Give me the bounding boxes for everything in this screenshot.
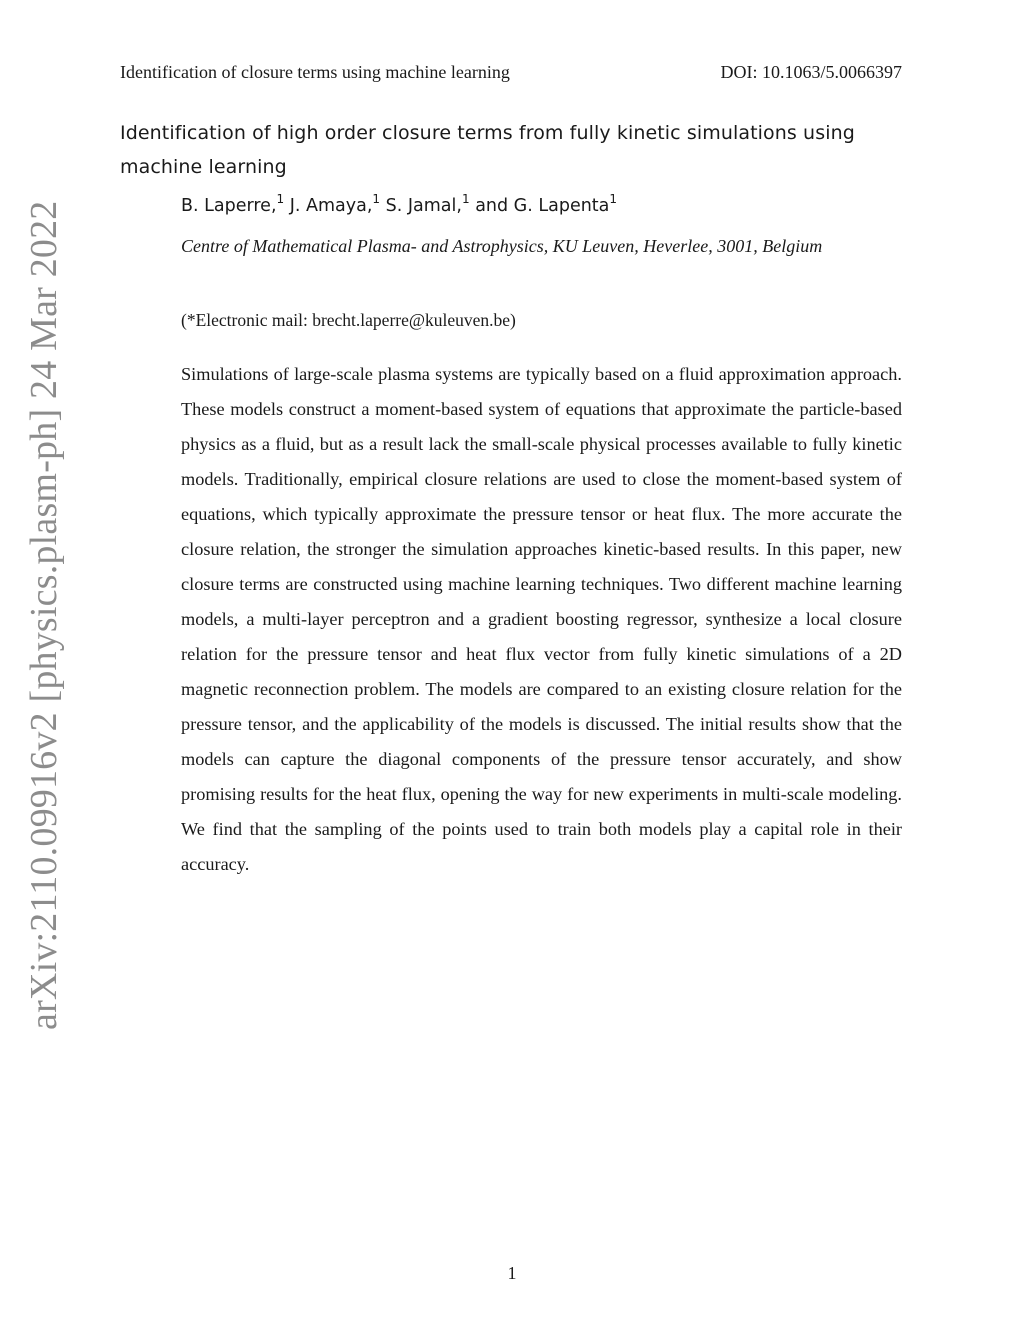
doi-label[interactable]: DOI: 10.1063/5.0066397	[720, 62, 902, 82]
contact-email[interactable]: (*Electronic mail: brecht.laperre@kuleuven.be)	[181, 310, 516, 330]
affiliation: Centre of Mathematical Plasma- and Astrophysics, KU Leuven, Heverlee, 3001, Belgium	[181, 236, 823, 256]
affiliation-mark: 1	[276, 192, 285, 206]
page-number: 1	[507, 1263, 517, 1283]
abstract	[181, 357, 902, 882]
paper-title: Identification of high order closure terms from fully kinetic simulations using machine learning	[120, 122, 855, 178]
author: and G. Lapenta$^1$	[475, 192, 618, 216]
abstract-text: Simulations of large-scale plasma systems are typically based on a fluid approximation approach. These models construct a moment-based system of equations that approximate the particle-based physics as a fluid, but as a result lack the small-scale physical processes available to fully kinetic models. Traditionally, empirical closure relations are used to close the moment-based system of equations, which typically approximate the pressure tensor or heat flux. The more accurate the closure relation, the stronger the simulation approaches kinetic-based results. In this paper, new closure terms are constructed using machine learning techniques. Two different machine learning models, a multi-layer perceptron and a gradient boosting regressor, synthesize a local closure relation for the pressure tensor and heat flux vector from fully kinetic simulations of a 2D magnetic reconnection problem. The models are compared to an existing closure relation for the pressure tensor, and the applicability of the models is discussed. The initial results show that the models can capture the diagonal components of the pressure tensor accurately, and show promising results for the heat flux, opening the way for new experiments in multi-scale modeling. We find that the sampling of the points used to train both models play a capital role in their accuracy.	[181, 364, 902, 874]
running-title: Identification of closure terms using machine learning	[120, 62, 510, 82]
author: J. Amaya,$^1$	[289, 192, 381, 216]
running-header	[120, 62, 902, 83]
affiliation-mark: 1	[461, 192, 470, 206]
author: B. Laperre,$^1$	[181, 192, 285, 216]
arxiv-stamp[interactable]: arXiv:2110.09916v2 [physics.plasm-ph] 24 Mar 2022	[23, 200, 65, 1030]
author-list	[181, 193, 617, 216]
affiliation-mark: 1	[372, 192, 381, 206]
author: S. Jamal,$^1$	[385, 192, 470, 216]
affiliation-mark: 1	[609, 192, 618, 206]
